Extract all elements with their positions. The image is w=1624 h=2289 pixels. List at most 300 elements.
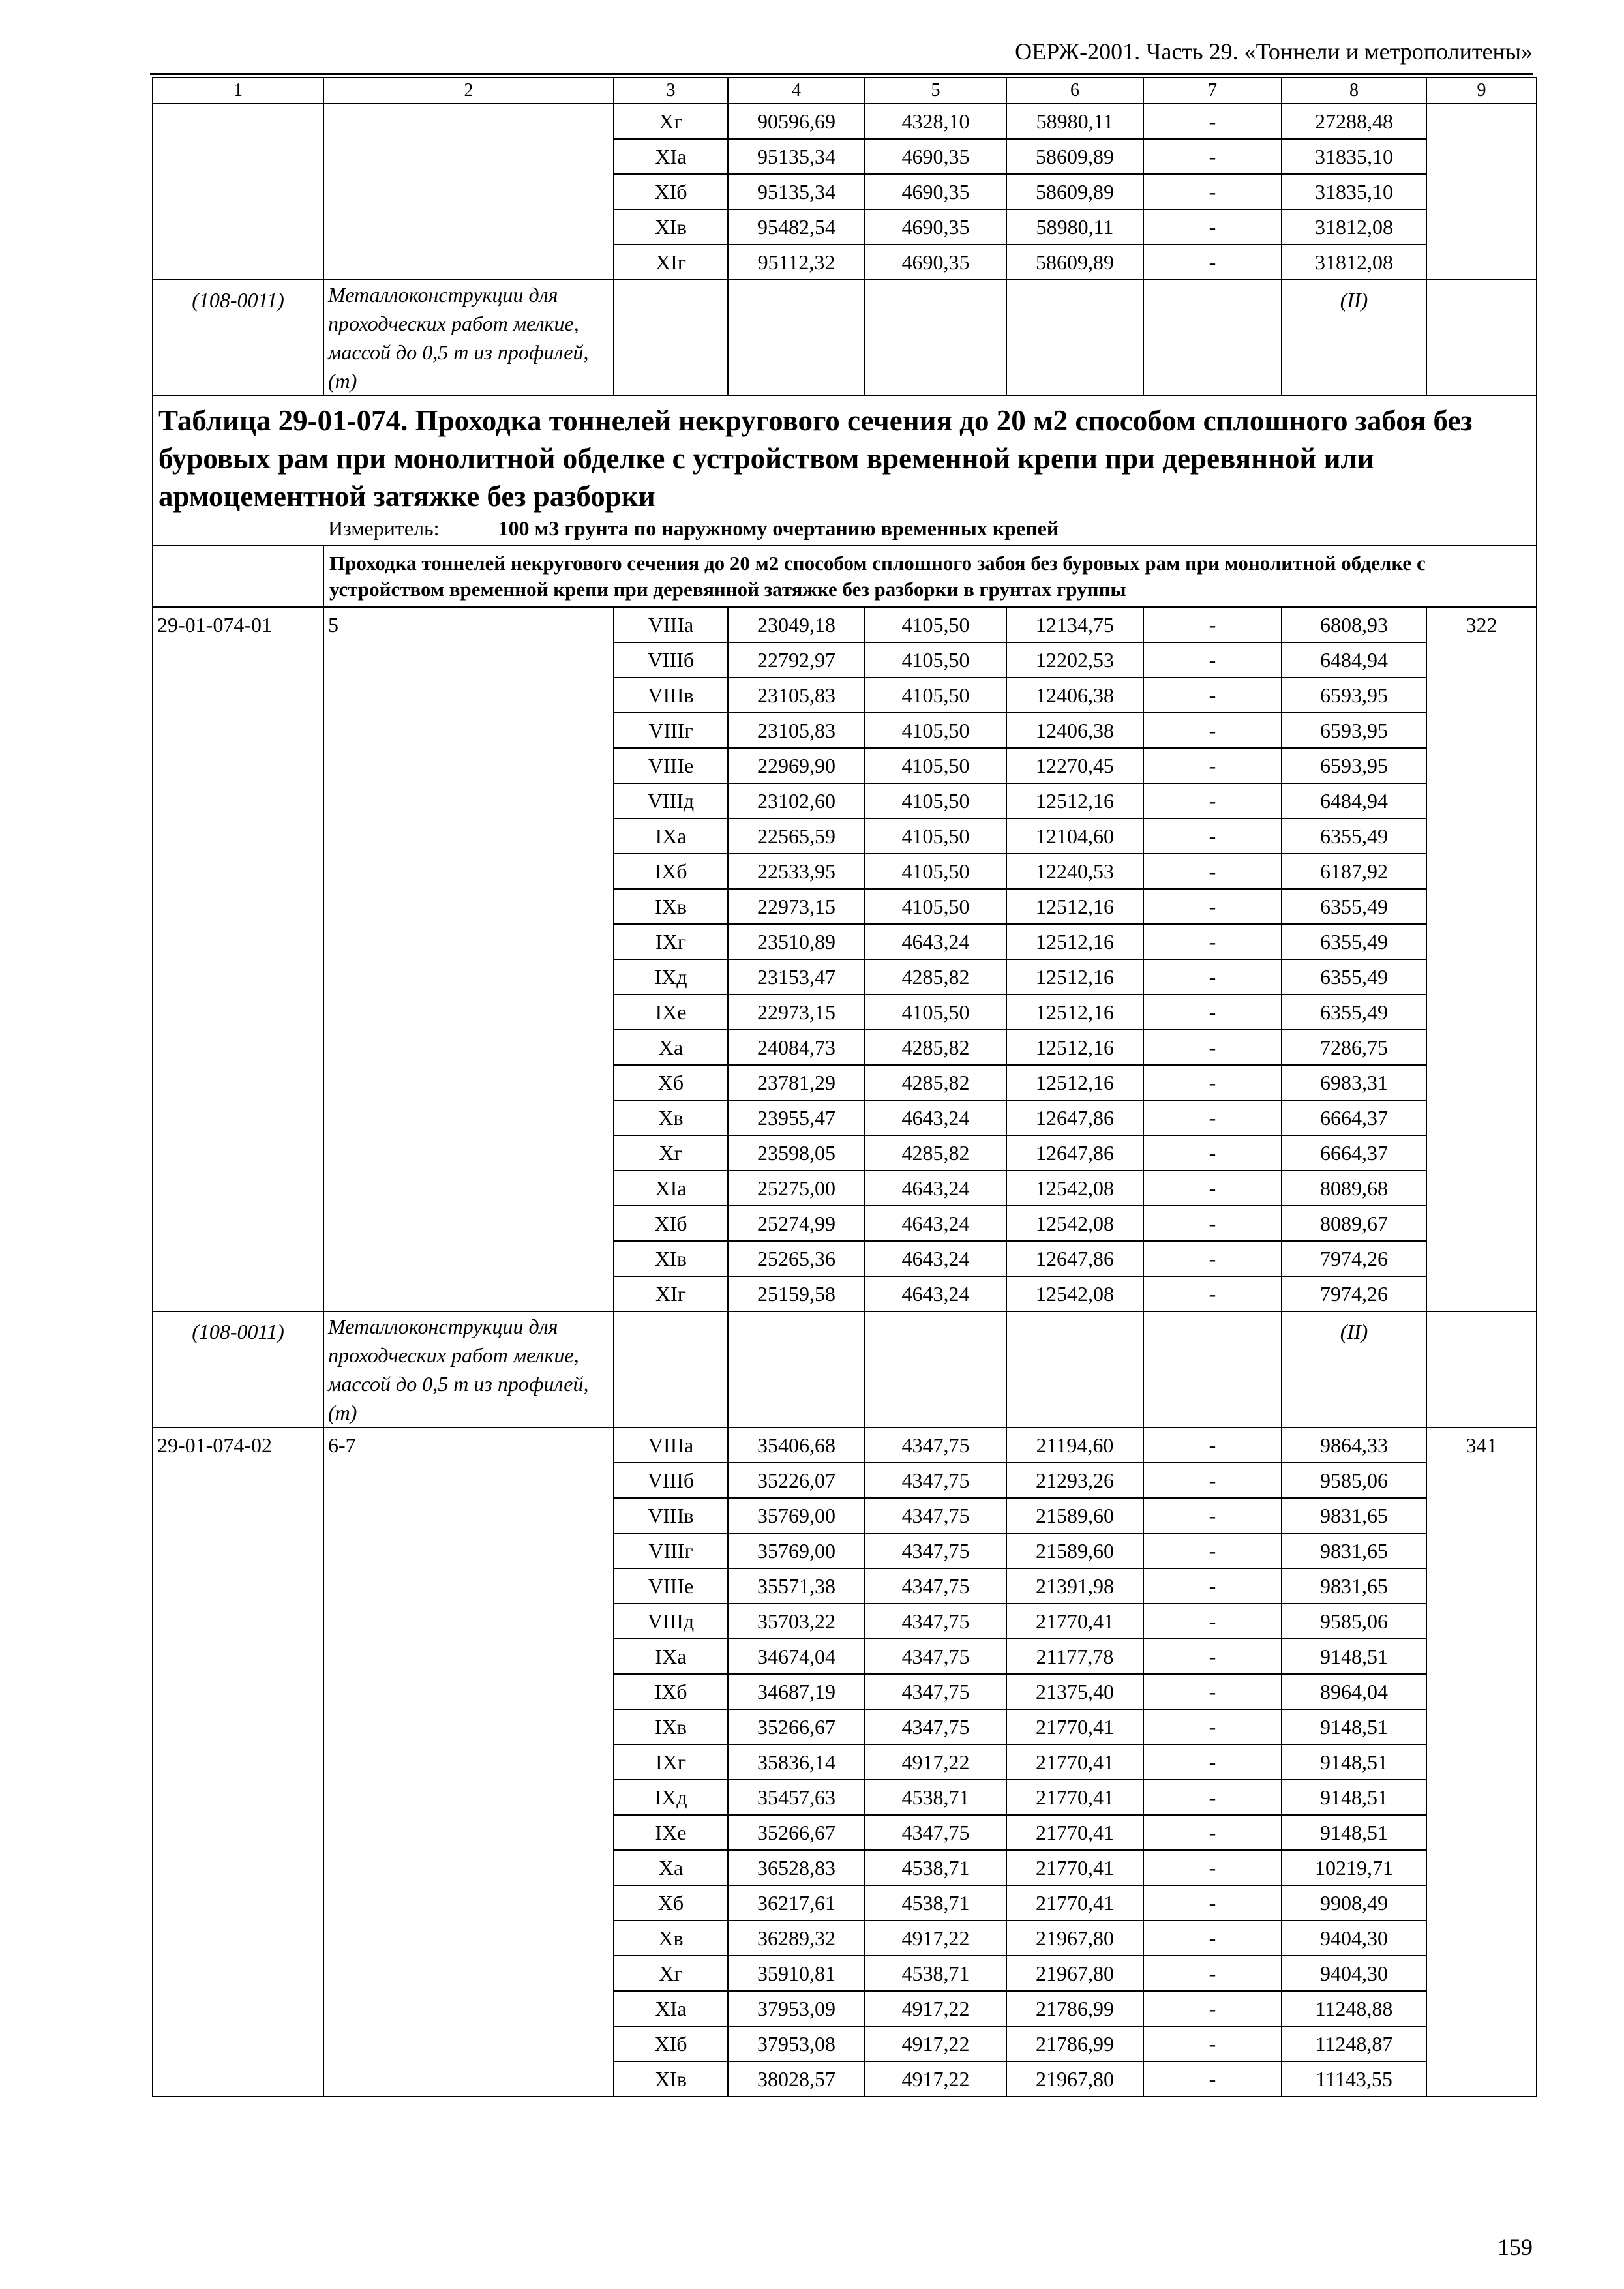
region-cell: IXд xyxy=(614,959,728,995)
value-cell: 4105,50 xyxy=(865,713,1006,748)
region-cell: Xг xyxy=(614,1135,728,1171)
region-cell: XIв xyxy=(614,2061,728,2097)
value-cell: 6664,37 xyxy=(1282,1135,1426,1171)
rates-table xyxy=(152,77,1537,2097)
value-cell: - xyxy=(1143,1991,1282,2026)
table-row xyxy=(153,607,1537,642)
value-cell: - xyxy=(1143,1639,1282,1674)
resource-name: Металлоконструкции для проходческих работ мелкие, массой до 0,5 т из профилей, (т) xyxy=(328,1315,589,1424)
value-cell: 9585,06 xyxy=(1282,1463,1426,1498)
value-cell: - xyxy=(1143,959,1282,995)
value-cell: 9831,65 xyxy=(1282,1568,1426,1604)
value-cell: 9585,06 xyxy=(1282,1604,1426,1639)
empty-cell xyxy=(1006,1311,1143,1428)
value-cell: 12406,38 xyxy=(1006,713,1143,748)
value-cell: 4285,82 xyxy=(865,1030,1006,1065)
value-cell: 8089,68 xyxy=(1282,1171,1426,1206)
value-cell: - xyxy=(1143,209,1282,245)
empty-cell xyxy=(614,1311,728,1428)
value-cell: 21391,98 xyxy=(1006,1568,1143,1604)
value-cell: 8089,67 xyxy=(1282,1206,1426,1241)
value-cell: 11248,88 xyxy=(1282,1991,1426,2026)
column-number: 7 xyxy=(1143,78,1282,104)
region-cell: IXа xyxy=(614,818,728,854)
table-title-cell xyxy=(153,396,1537,546)
value-cell: 7286,75 xyxy=(1282,1030,1426,1065)
value-cell: 4105,50 xyxy=(865,642,1006,678)
value-cell: 11248,87 xyxy=(1282,2026,1426,2061)
region-cell: VIIIг xyxy=(614,1533,728,1568)
value-cell: 90596,69 xyxy=(728,104,865,139)
region-cell: Xг xyxy=(614,104,728,139)
value-cell: 12647,86 xyxy=(1006,1135,1143,1171)
value-cell: - xyxy=(1143,818,1282,854)
value-cell: 4105,50 xyxy=(865,748,1006,783)
value-cell: 31835,10 xyxy=(1282,139,1426,174)
region-cell: XIа xyxy=(614,1171,728,1206)
value-cell: 31835,10 xyxy=(1282,174,1426,209)
value-cell: - xyxy=(1143,1463,1282,1498)
resource-value-cell xyxy=(1282,1311,1426,1428)
value-cell: 34674,04 xyxy=(728,1639,865,1674)
value-cell: 4347,75 xyxy=(865,1498,1006,1533)
measure-line xyxy=(158,515,1532,541)
empty-cell xyxy=(728,1311,865,1428)
value-cell: 4347,75 xyxy=(865,1709,1006,1744)
value-cell: 23510,89 xyxy=(728,924,865,959)
value-cell: 58980,11 xyxy=(1006,209,1143,245)
region-cell: Xа xyxy=(614,1850,728,1885)
value-cell: - xyxy=(1143,1276,1282,1311)
value-cell: 27288,48 xyxy=(1282,104,1426,139)
value-cell: 10219,71 xyxy=(1282,1850,1426,1885)
rate-code-cell xyxy=(153,104,323,280)
rate-code-cell: 29-01-074-01 xyxy=(153,607,323,1311)
value-cell: 4538,71 xyxy=(865,1885,1006,1921)
value-cell: 38028,57 xyxy=(728,2061,865,2097)
value-cell: 9404,30 xyxy=(1282,1956,1426,1991)
measure-value: 100 м3 грунта по наружному очертанию временных крепей xyxy=(498,516,1059,540)
value-cell: 4105,50 xyxy=(865,889,1006,924)
value-cell: 6355,49 xyxy=(1282,924,1426,959)
value-cell: 34687,19 xyxy=(728,1674,865,1709)
value-cell: 36217,61 xyxy=(728,1885,865,1921)
value-cell: 11143,55 xyxy=(1282,2061,1426,2097)
value-cell: - xyxy=(1143,748,1282,783)
region-cell: XIб xyxy=(614,174,728,209)
value-cell: 31812,08 xyxy=(1282,209,1426,245)
value-cell: - xyxy=(1143,245,1282,280)
empty-cell xyxy=(865,1311,1006,1428)
value-cell: 9908,49 xyxy=(1282,1885,1426,1921)
resource-name: Металлоконструкции для проходческих работ мелкие, массой до 0,5 т из профилей, (т) xyxy=(328,283,589,393)
resource-name-cell xyxy=(323,280,614,396)
value-cell: 12542,08 xyxy=(1006,1276,1143,1311)
column-number: 9 xyxy=(1426,78,1537,104)
value-cell: 6187,92 xyxy=(1282,854,1426,889)
value-cell: 95112,32 xyxy=(728,245,865,280)
value-cell: - xyxy=(1143,783,1282,818)
value-cell: 4105,50 xyxy=(865,818,1006,854)
value-cell: - xyxy=(1143,1100,1282,1135)
col9-cell: 341 xyxy=(1426,1428,1537,2097)
value-cell: 22969,90 xyxy=(728,748,865,783)
region-cell: VIIIа xyxy=(614,607,728,642)
region-cell: IXб xyxy=(614,1674,728,1709)
value-cell: 12647,86 xyxy=(1006,1241,1143,1276)
value-cell: 4105,50 xyxy=(865,995,1006,1030)
region-cell: VIIIд xyxy=(614,783,728,818)
empty-cell xyxy=(1426,1311,1537,1428)
value-cell: 37953,08 xyxy=(728,2026,865,2061)
value-cell: 4347,75 xyxy=(865,1428,1006,1463)
value-cell: 9831,65 xyxy=(1282,1498,1426,1533)
value-cell: - xyxy=(1143,1568,1282,1604)
value-cell: - xyxy=(1143,1604,1282,1639)
value-cell: 6593,95 xyxy=(1282,713,1426,748)
resource-name-cell xyxy=(323,1311,614,1428)
value-cell: 9148,51 xyxy=(1282,1744,1426,1780)
rate-code-cell: 29-01-074-02 xyxy=(153,1428,323,2097)
value-cell: 95135,34 xyxy=(728,174,865,209)
value-cell: 25274,99 xyxy=(728,1206,865,1241)
value-cell: 4643,24 xyxy=(865,1206,1006,1241)
value-cell: 12542,08 xyxy=(1006,1171,1143,1206)
region-cell: Xг xyxy=(614,1956,728,1991)
value-cell: - xyxy=(1143,1065,1282,1100)
value-cell: 23105,83 xyxy=(728,713,865,748)
value-cell: 22973,15 xyxy=(728,995,865,1030)
value-cell: 9148,51 xyxy=(1282,1709,1426,1744)
region-cell: XIг xyxy=(614,245,728,280)
value-cell: - xyxy=(1143,1241,1282,1276)
value-cell: 12512,16 xyxy=(1006,924,1143,959)
value-cell: 12104,60 xyxy=(1006,818,1143,854)
region-cell: Xв xyxy=(614,1921,728,1956)
region-cell: IXб xyxy=(614,854,728,889)
resource-code-cell xyxy=(153,280,323,396)
resource-code: (108-0011) xyxy=(192,288,284,312)
value-cell: 4917,22 xyxy=(865,2026,1006,2061)
value-cell: 21967,80 xyxy=(1006,1956,1143,1991)
value-cell: 21770,41 xyxy=(1006,1604,1143,1639)
value-cell: 23598,05 xyxy=(728,1135,865,1171)
column-number: 4 xyxy=(728,78,865,104)
resource-code-cell xyxy=(153,1311,323,1428)
value-cell: 25159,58 xyxy=(728,1276,865,1311)
value-cell: 4347,75 xyxy=(865,1568,1006,1604)
region-cell: VIIIв xyxy=(614,678,728,713)
value-cell: 4690,35 xyxy=(865,139,1006,174)
value-cell: 21770,41 xyxy=(1006,1709,1143,1744)
value-cell: 21194,60 xyxy=(1006,1428,1143,1463)
value-cell: 4917,22 xyxy=(865,1921,1006,1956)
value-cell: 12512,16 xyxy=(1006,783,1143,818)
value-cell: 9148,51 xyxy=(1282,1780,1426,1815)
resource-code: (108-0011) xyxy=(192,1320,284,1343)
resource-value-cell xyxy=(1282,280,1426,396)
value-cell: 21786,99 xyxy=(1006,1991,1143,2026)
value-cell: 6355,49 xyxy=(1282,889,1426,924)
column-number: 5 xyxy=(865,78,1006,104)
value-cell: 9404,30 xyxy=(1282,1921,1426,1956)
region-cell: Xа xyxy=(614,1030,728,1065)
subtitle-row xyxy=(153,546,1537,607)
value-cell: 21375,40 xyxy=(1006,1674,1143,1709)
value-cell: - xyxy=(1143,1498,1282,1533)
value-cell: 4538,71 xyxy=(865,1956,1006,1991)
value-cell: 4347,75 xyxy=(865,1639,1006,1674)
region-cell: XIб xyxy=(614,2026,728,2061)
value-cell: 6664,37 xyxy=(1282,1100,1426,1135)
value-cell: 12512,16 xyxy=(1006,889,1143,924)
col9-cell xyxy=(1426,104,1537,280)
value-cell: 12202,53 xyxy=(1006,642,1143,678)
value-cell: - xyxy=(1143,642,1282,678)
value-cell: 6355,49 xyxy=(1282,818,1426,854)
value-cell: 4285,82 xyxy=(865,1135,1006,1171)
value-cell: 12240,53 xyxy=(1006,854,1143,889)
value-cell: 6355,49 xyxy=(1282,959,1426,995)
value-cell: - xyxy=(1143,713,1282,748)
column-number: 2 xyxy=(323,78,614,104)
empty-cell xyxy=(865,280,1006,396)
measure-label: Измеритель: xyxy=(328,516,440,540)
table-title-row xyxy=(153,396,1537,546)
value-cell: 95482,54 xyxy=(728,209,865,245)
table-row xyxy=(153,1428,1537,1463)
value-cell: - xyxy=(1143,1780,1282,1815)
value-cell: - xyxy=(1143,1674,1282,1709)
value-cell: - xyxy=(1143,2061,1282,2097)
value-cell: 25275,00 xyxy=(728,1171,865,1206)
value-cell: - xyxy=(1143,1744,1282,1780)
region-cell: IXв xyxy=(614,1709,728,1744)
value-cell: 12512,16 xyxy=(1006,1065,1143,1100)
value-cell: 35457,63 xyxy=(728,1780,865,1815)
region-cell: XIа xyxy=(614,139,728,174)
value-cell: 6593,95 xyxy=(1282,748,1426,783)
value-cell: 21293,26 xyxy=(1006,1463,1143,1498)
value-cell: 4285,82 xyxy=(865,1065,1006,1100)
value-cell: 4347,75 xyxy=(865,1533,1006,1568)
soil-group-cell xyxy=(323,104,614,280)
page-number: 159 xyxy=(1497,2234,1533,2260)
value-cell: - xyxy=(1143,1135,1282,1171)
value-cell: 4105,50 xyxy=(865,607,1006,642)
value-cell: 4538,71 xyxy=(865,1850,1006,1885)
value-cell: 21770,41 xyxy=(1006,1885,1143,1921)
empty-cell xyxy=(728,280,865,396)
value-cell: 12406,38 xyxy=(1006,678,1143,713)
value-cell: 4690,35 xyxy=(865,174,1006,209)
region-cell: Xб xyxy=(614,1065,728,1100)
region-cell: VIIIв xyxy=(614,1498,728,1533)
value-cell: 36289,32 xyxy=(728,1921,865,1956)
col9-cell: 322 xyxy=(1426,607,1537,1311)
region-cell: VIIIб xyxy=(614,1463,728,1498)
value-cell: 9148,51 xyxy=(1282,1639,1426,1674)
value-cell: 9148,51 xyxy=(1282,1815,1426,1850)
region-cell: XIв xyxy=(614,209,728,245)
value-cell: 21770,41 xyxy=(1006,1815,1143,1850)
header-rule xyxy=(150,73,1533,75)
value-cell: 31812,08 xyxy=(1282,245,1426,280)
region-cell: VIIIб xyxy=(614,642,728,678)
empty-cell xyxy=(1143,1311,1282,1428)
table-row xyxy=(153,104,1537,139)
column-number: 6 xyxy=(1006,78,1143,104)
running-header: ОЕРЖ-2001. Часть 29. «Тоннели и метрополитены» xyxy=(1015,38,1533,65)
value-cell: 21967,80 xyxy=(1006,2061,1143,2097)
value-cell: 35910,81 xyxy=(728,1956,865,1991)
region-cell: IXе xyxy=(614,1815,728,1850)
value-cell: 12512,16 xyxy=(1006,959,1143,995)
region-cell: IXг xyxy=(614,1744,728,1780)
region-cell: XIб xyxy=(614,1206,728,1241)
value-cell: 4538,71 xyxy=(865,1780,1006,1815)
value-cell: 35266,67 xyxy=(728,1815,865,1850)
value-cell: - xyxy=(1143,678,1282,713)
value-cell: 6484,94 xyxy=(1282,642,1426,678)
value-cell: - xyxy=(1143,1171,1282,1206)
value-cell: 12512,16 xyxy=(1006,1030,1143,1065)
value-cell: - xyxy=(1143,1956,1282,1991)
value-cell: 21770,41 xyxy=(1006,1744,1143,1780)
value-cell: 4690,35 xyxy=(865,209,1006,245)
region-cell: XIа xyxy=(614,1991,728,2026)
region-cell: VIIIа xyxy=(614,1428,728,1463)
soil-group-cell: 5 xyxy=(323,607,614,1311)
resource-value: (II) xyxy=(1340,1320,1368,1343)
value-cell: 4643,24 xyxy=(865,1171,1006,1206)
value-cell: 21177,78 xyxy=(1006,1639,1143,1674)
value-cell: 4643,24 xyxy=(865,1276,1006,1311)
value-cell: - xyxy=(1143,1885,1282,1921)
value-cell: 35703,22 xyxy=(728,1604,865,1639)
region-cell: Xв xyxy=(614,1100,728,1135)
value-cell: - xyxy=(1143,924,1282,959)
value-cell: 4690,35 xyxy=(865,245,1006,280)
value-cell: 8964,04 xyxy=(1282,1674,1426,1709)
value-cell: 12134,75 xyxy=(1006,607,1143,642)
value-cell: 12542,08 xyxy=(1006,1206,1143,1241)
resource-value: (II) xyxy=(1340,288,1368,312)
value-cell: - xyxy=(1143,995,1282,1030)
value-cell: - xyxy=(1143,1815,1282,1850)
column-number: 8 xyxy=(1282,78,1426,104)
value-cell: - xyxy=(1143,1030,1282,1065)
value-cell: 37953,09 xyxy=(728,1991,865,2026)
value-cell: 23153,47 xyxy=(728,959,865,995)
value-cell: 6593,95 xyxy=(1282,678,1426,713)
empty-cell xyxy=(153,546,323,607)
region-cell: IXе xyxy=(614,995,728,1030)
value-cell: 4917,22 xyxy=(865,2061,1006,2097)
resource-row xyxy=(153,1311,1537,1428)
value-cell: 21967,80 xyxy=(1006,1921,1143,1956)
column-number-row xyxy=(153,78,1537,104)
value-cell: 35836,14 xyxy=(728,1744,865,1780)
region-cell: XIг xyxy=(614,1276,728,1311)
value-cell: 4328,10 xyxy=(865,104,1006,139)
empty-cell xyxy=(1143,280,1282,396)
value-cell: 24084,73 xyxy=(728,1030,865,1065)
region-cell: IXд xyxy=(614,1780,728,1815)
value-cell: - xyxy=(1143,889,1282,924)
value-cell: 21770,41 xyxy=(1006,1850,1143,1885)
value-cell: - xyxy=(1143,1850,1282,1885)
value-cell: 58609,89 xyxy=(1006,245,1143,280)
column-number: 1 xyxy=(153,78,323,104)
value-cell: 35226,07 xyxy=(728,1463,865,1498)
value-cell: 35769,00 xyxy=(728,1533,865,1568)
value-cell: 22565,59 xyxy=(728,818,865,854)
empty-cell xyxy=(1006,280,1143,396)
table-title: Таблица 29-01-074. Проходка тоннелей некругового сечения до 20 м2 способом сплошного забоя без буровых рам при монолитной обделке с устройством временной крепи при деревянной или армоцементной затяжке без разборки xyxy=(158,404,1473,513)
value-cell: - xyxy=(1143,174,1282,209)
value-cell: 4917,22 xyxy=(865,1991,1006,2026)
value-cell: 4643,24 xyxy=(865,924,1006,959)
value-cell: 4105,50 xyxy=(865,678,1006,713)
value-cell: - xyxy=(1143,607,1282,642)
value-cell: 23781,29 xyxy=(728,1065,865,1100)
value-cell: 22973,15 xyxy=(728,889,865,924)
value-cell: 58980,11 xyxy=(1006,104,1143,139)
empty-cell xyxy=(1426,280,1537,396)
value-cell: 6983,31 xyxy=(1282,1065,1426,1100)
value-cell: 22792,97 xyxy=(728,642,865,678)
value-cell: - xyxy=(1143,1921,1282,1956)
value-cell: 23049,18 xyxy=(728,607,865,642)
value-cell: 35769,00 xyxy=(728,1498,865,1533)
value-cell: 4347,75 xyxy=(865,1815,1006,1850)
subtitle: Проходка тоннелей некругового сечения до 20 м2 способом сплошного забоя без буровых рам при монолитной обделке с устройством временной крепи при деревянной затяжке без разборки в грунтах группы xyxy=(323,546,1537,607)
value-cell: 35406,68 xyxy=(728,1428,865,1463)
value-cell: 4347,75 xyxy=(865,1674,1006,1709)
column-number: 3 xyxy=(614,78,728,104)
value-cell: 12512,16 xyxy=(1006,995,1143,1030)
value-cell: 22533,95 xyxy=(728,854,865,889)
region-cell: XIв xyxy=(614,1241,728,1276)
value-cell: 21786,99 xyxy=(1006,2026,1143,2061)
value-cell: 58609,89 xyxy=(1006,174,1143,209)
value-cell: 4285,82 xyxy=(865,959,1006,995)
value-cell: - xyxy=(1143,139,1282,174)
value-cell: 23105,83 xyxy=(728,678,865,713)
region-cell: Xб xyxy=(614,1885,728,1921)
value-cell: 6484,94 xyxy=(1282,783,1426,818)
value-cell: 21770,41 xyxy=(1006,1780,1143,1815)
region-cell: VIIIд xyxy=(614,1604,728,1639)
value-cell: 12647,86 xyxy=(1006,1100,1143,1135)
region-cell: IXг xyxy=(614,924,728,959)
value-cell: 9864,33 xyxy=(1282,1428,1426,1463)
value-cell: 35571,38 xyxy=(728,1568,865,1604)
empty-cell xyxy=(614,280,728,396)
value-cell: 4643,24 xyxy=(865,1100,1006,1135)
resource-row xyxy=(153,280,1537,396)
value-cell: 4105,50 xyxy=(865,783,1006,818)
value-cell: 23102,60 xyxy=(728,783,865,818)
value-cell: 23955,47 xyxy=(728,1100,865,1135)
region-cell: VIIIе xyxy=(614,748,728,783)
value-cell: 35266,67 xyxy=(728,1709,865,1744)
value-cell: 12270,45 xyxy=(1006,748,1143,783)
value-cell: 7974,26 xyxy=(1282,1276,1426,1311)
soil-group-cell: 6-7 xyxy=(323,1428,614,2097)
value-cell: 58609,89 xyxy=(1006,139,1143,174)
